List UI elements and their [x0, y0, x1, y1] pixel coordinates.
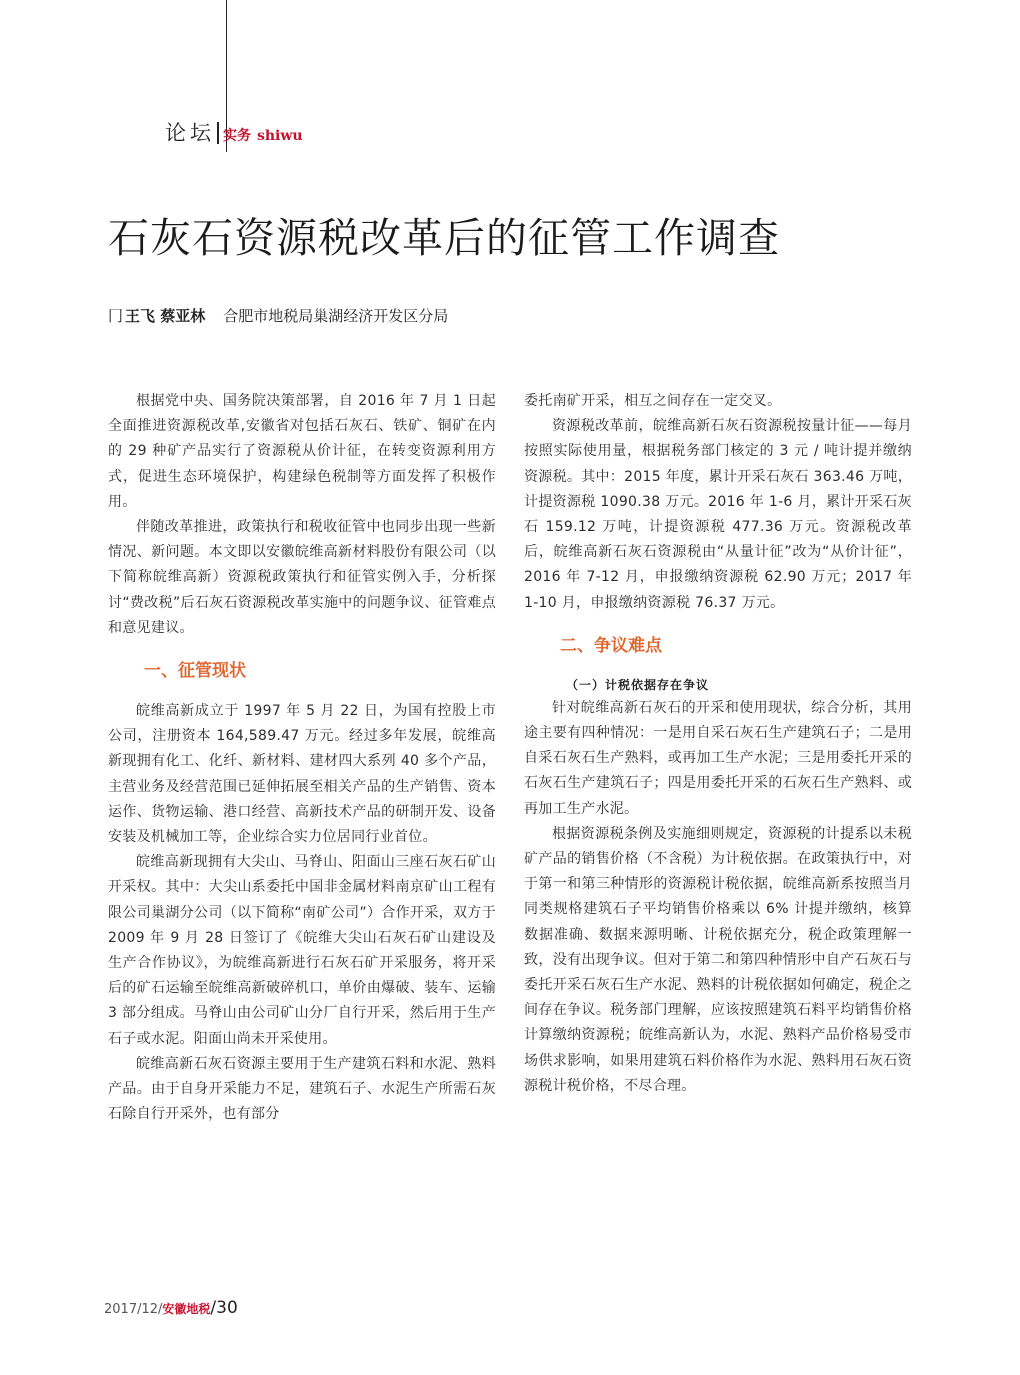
paragraph: 皖维高新现拥有大尖山、马脊山、阳面山三座石灰石矿山开采权。其中：大尖山系委托中国非金属材料南京矿山工程有限公司巢湖分公司（以下简称“南矿公司”）合作开采，双方于 2009 年 9 月 28 日签订了《皖维大尖山石灰石矿山建设及生产合作协议》，为皖维高新进行石灰石矿开采服务，将开采后的矿石运输至皖维高新破碎机口，单价由爆破、装车、运输 3 部分组成。马脊山由公司矿山分厂自行开采，然后用于生产石子或水泥。阳面山尚未开采使用。: [108, 854, 496, 1047]
right-column: [524, 389, 912, 1099]
paragraph: 皖维高新石灰石资源主要用于生产建筑石料和水泥、熟料产品。由于自身开采能力不足，建筑石子、水泥生产所需石灰石除自行开采外，也有部分: [108, 1055, 496, 1123]
header-divider: [217, 122, 219, 144]
byline: [108, 305, 448, 326]
section-heading: 二、争议难点: [560, 635, 662, 656]
section-heading: 一、征管现状: [144, 661, 246, 682]
paragraph: 根据党中央、国务院决策部署，自 2016 年 7 月 1 日起全面推进资源税改革,安徽省对包括石灰石、铁矿、铜矿在内的 29 种矿产品实行了资源税从价计征，在转变资源利用方式，促进生态环境保护，构建绿色税制等方面发挥了积极作用。: [108, 393, 496, 510]
page-number: /30: [210, 1298, 238, 1318]
paragraph: 伴随改革推进，政策执行和税收征管中也同步出现一些新情况、新问题。本文即以安徽皖维高新材料股份有限公司（以下简称皖维高新）资源税政策执行和征管实例入手，分析探讨“费改税”后石灰石资源税改革实施中的问题争议、征管难点和意见建议。: [108, 519, 496, 636]
authors: 王飞 蔡亚林: [125, 307, 206, 325]
paragraph: 委托南矿开采，相互之间存在一定交叉。: [524, 393, 782, 409]
byline-mark: 冂: [108, 307, 124, 325]
paragraph: 根据资源税条例及实施细则规定，资源税的计提系以未税矿产品的销售价格（不含税）为计税依据。在政策执行中，对于第一和第三种情形的资源税计税依据，皖维高新系按照当月同类规格建筑石子平均销售价格乘以 6% 计提并缴纳，核算数据准确、数据来源明晰、计税依据充分，税企政策理解一致，没有出现争议。但对于第二和第四种情形中自产石灰石与委托开采石灰石生产水泥、熟料的计税依据如何确定，税企之间存在争议。税务部门理解，应该按照建筑石料平均销售价格计算缴纳资源税；皖维高新认为，水泥、熟料产品价格易受市场供求影响，如果用建筑石料价格作为水泥、熟料用石灰石资源税计税价格，不尽合理。: [524, 825, 912, 1094]
paragraph: 皖维高新成立于 1997 年 5 月 22 日，为国有控股上市公司，注册资本 164,589.47 万元。经过多年发展，皖维高新现拥有化工、化纤、新材料、建材四大系列 40 多个产品，主营业务及经营范围已延伸拓展至相关产品的生产销售、资本运作、货物运输、港口经营、高新技术产品的研制开发、设备安装及机械加工等，企业综合实力位居同行业首位。: [108, 703, 496, 846]
article-title: 石灰石资源税改革后的征管工作调查: [108, 214, 780, 262]
left-column: [108, 389, 496, 1127]
page-header: [165, 117, 303, 147]
publication-name: 安徽地税: [162, 1302, 211, 1316]
forum-label: 论坛: [165, 121, 215, 145]
section-label-cn: 实务: [223, 128, 251, 144]
subsection-heading: （一）计税依据存在争议: [566, 677, 710, 692]
paragraph: 针对皖维高新石灰石的开采和使用现状，综合分析，其用途主要有四种情况：一是用自采石灰石生产建筑石子；二是用自采石灰石生产熟料，或再加工生产水泥；三是用委托开采的石灰石生产建筑石子；四是用委托开采的石灰石生产熟料、或再加工生产水泥。: [524, 699, 912, 817]
section-label-en: shiwu: [257, 128, 303, 144]
paragraph: 资源税改革前，皖维高新石灰石资源税按量计征——每月按照实际使用量，根据税务部门核定的 3 元 / 吨计提并缴纳资源税。其中：2015 年度，累计开采石灰石 363.46 万吨，计提资源税 1090.38 万元。2016 年 1-6 月，累计开采石灰石 159.12 万吨，计提资源税 477.36 万元。资源税改革后，皖维高新石灰石资源税由“从量计征”改为“从价计征”，2016 年 7-12 月，申报缴纳资源税 62.90 万元；2017 年 1-10 月，申报缴纳资源税 76.37 万元。: [524, 418, 912, 611]
affiliation: 合肥市地税局巢湖经济开发区分局: [223, 307, 449, 325]
page-footer: [104, 1298, 238, 1318]
issue-date: 2017/12/: [104, 1302, 163, 1317]
